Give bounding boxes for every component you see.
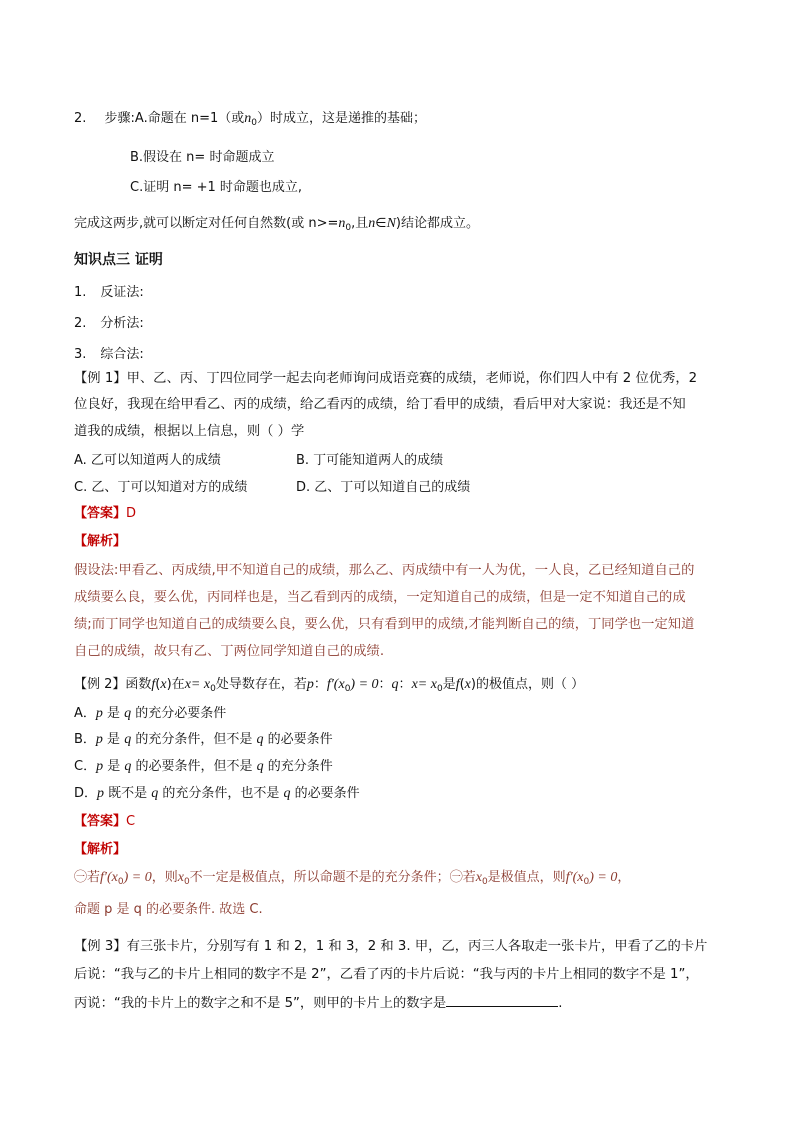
list-item: 1. 反证法:: [74, 285, 144, 300]
list-number: 2.: [74, 111, 87, 126]
example3-line: 丙说：“我的卡片上的数字之和不是 5”，则甲的卡片上的数字是 .: [74, 996, 563, 1011]
induction-step-b: B.假设在 n= 时命题成立: [130, 150, 275, 165]
section-title: 知识点三 证明: [74, 252, 163, 268]
analysis-line: 自己的成绩，故只有乙、丁两位同学知道自己的成绩.: [74, 644, 385, 659]
option-d: D. 乙、丁可以知道自己的成绩: [296, 480, 471, 495]
step-label: 步骤:A.命题在 n=1（或: [104, 111, 245, 126]
option-d: D．p 既不是 q 的充分条件，也不是 q 的必要条件: [74, 786, 360, 801]
example2-stem: 【例 2】函数f(x)在$x= x_0$处导数存在，若p：$f'(x_0) = 0$：q：$x= x_0$是f(x)的极值点，则（ ）: [74, 677, 585, 694]
example3-line: 【例 3】有三张卡片，分别写有 1 和 2，1 和 3，2 和 3. 甲，乙，丙三人各取走一张卡片，甲看了乙的卡片: [74, 939, 708, 954]
analysis-label: 【解析】: [74, 534, 127, 549]
example1-line: 位良好，我现在给甲看乙、丙的成绩，给乙看丙的成绩，给丁看甲的成绩，看后甲对大家说：我还是不知: [74, 397, 686, 412]
analysis-line: 假设法:甲看乙、丙成绩,甲不知道自己的成绩，那么乙、丙成绩中有一人为优，一人良，乙已经知道自己的: [74, 563, 695, 578]
analysis-line: 命题 p 是 q 的必要条件. 故选 C.: [74, 902, 263, 917]
option-a: A. 乙可以知道两人的成绩: [74, 453, 221, 468]
option-c: C．p 是 q 的必要条件，但不是 q 的充分条件: [74, 759, 333, 774]
list-item: 3. 综合法:: [74, 347, 144, 362]
example1-line: 【例 1】甲、乙、丙、丁四位同学一起去向老师询问成语竞赛的成绩，老师说，你们四人中有 2 位优秀，2: [74, 371, 698, 386]
option-b: B．p 是 q 的充分条件，但不是 q 的必要条件: [74, 732, 333, 747]
induction-step-line: 2. 步骤:A.命题在 n=1（或$n_0$）时成立，这是递推的基础；: [74, 111, 427, 128]
answer-label: 【答案】: [74, 506, 127, 521]
answer-line: [74, 502, 136, 521]
answer-blank: [446, 994, 558, 1007]
option-b: B. 丁可能知道两人的成绩: [296, 453, 444, 468]
example1-line: 道我的成绩，根据以上信息，则（ ）学: [74, 424, 305, 439]
answer-value: C: [126, 814, 136, 829]
example3-line: 后说：“我与乙的卡片上相同的数字不是 2”，乙看了丙的卡片后说：“我与丙的卡片上相同的数字不是 1”，: [74, 967, 699, 982]
option-c: C. 乙、丁可以知道对方的成绩: [74, 480, 248, 495]
list-item: 2. 分析法:: [74, 316, 144, 331]
answer-label: 【答案】: [74, 814, 127, 829]
analysis-line: 成绩要么良，要么优，丙同样也是，当乙看到丙的成绩，一定知道自己的成绩，但是一定不知道自己的成: [74, 590, 686, 605]
induction-step-c: C.证明 n= +1 时命题也成立,: [130, 180, 303, 195]
answer-line: [74, 810, 135, 829]
analysis-label: 【解析】: [74, 842, 127, 857]
analysis-line: 绩;而丁同学也知道自己的成绩要么良，要么优，只有看到甲的成绩,才能判断自己的绩，丁同学也一定知道: [74, 617, 695, 632]
option-a: A．p 是 q 的充分必要条件: [74, 706, 227, 721]
induction-conclusion: 完成这两步,就可以断定对任何自然数(或 $n>=n_0$,且n∈N)结论都成立。: [74, 216, 479, 233]
answer-value: D: [126, 506, 137, 521]
analysis-line: ㊀若$f'(x_0) = 0$，则$x_0$不一定是极值点，所以命题不是的充分条件；㊀若$x_0$是极值点，则$f'(x_0) = 0$，: [74, 870, 631, 887]
